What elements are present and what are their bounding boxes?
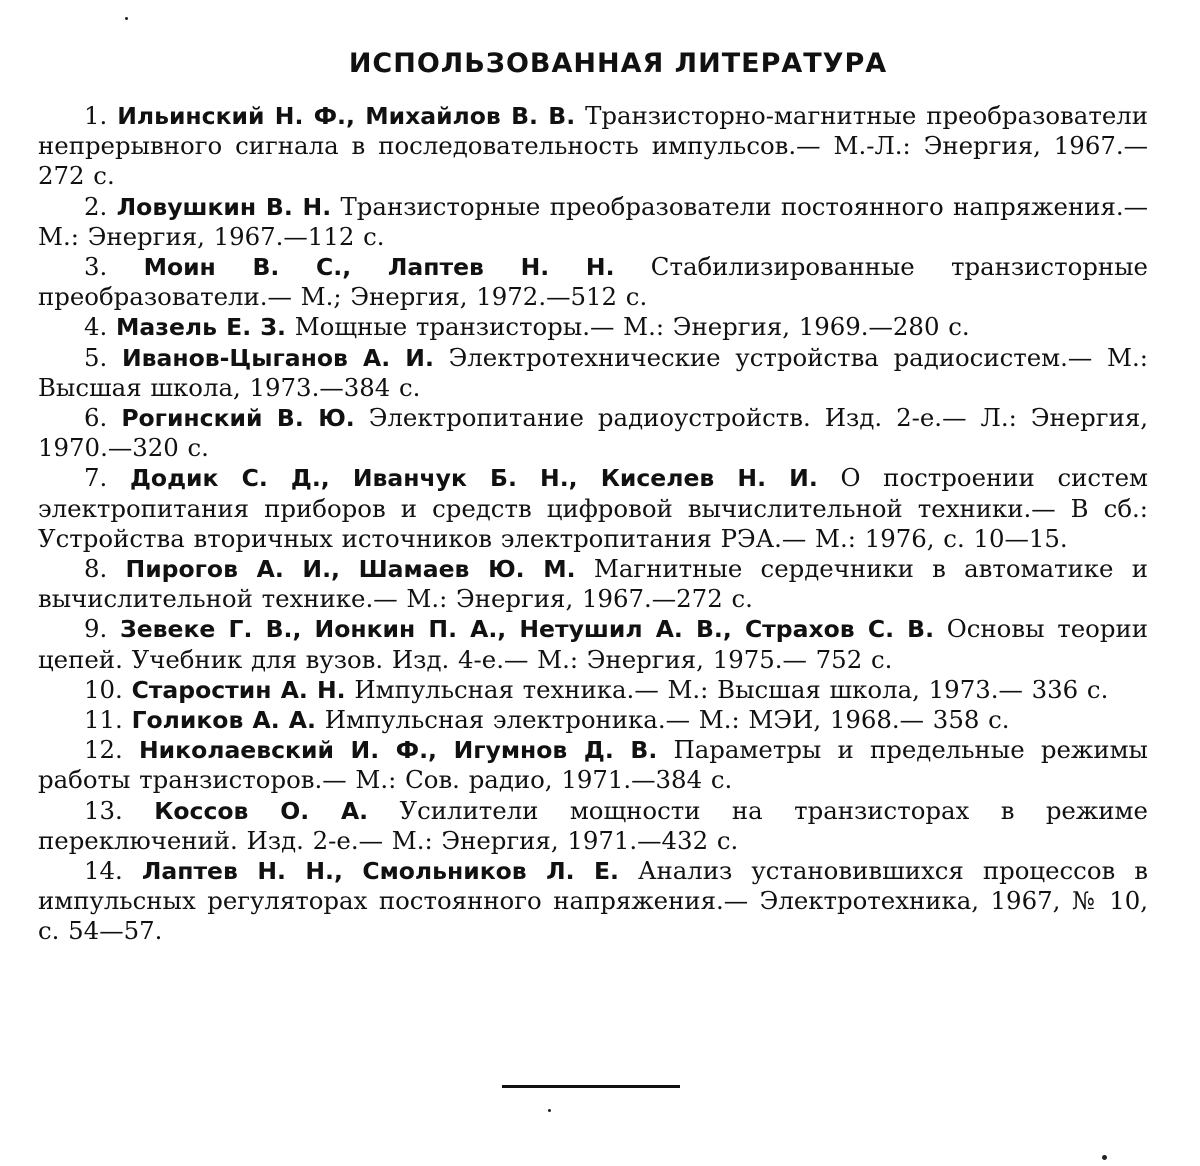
reference-item <box>38 463 1148 554</box>
reference-text: Электротехнические устройства радиосистем.— М.: Высшая школа, 1973.—384 с. <box>38 342 1148 402</box>
reference-text: Импульсная электроника.— М.: МЭИ, 1968.— 358 с. <box>324 705 1010 735</box>
reference-authors: Рогинский В. Ю. <box>121 404 355 433</box>
reference-text: Усилители мощности на транзисторах в режиме переключений. Изд. 2-е.— М.: Энергия, 1971.—432 с. <box>38 795 1148 855</box>
page-title: ИСПОЛЬЗОВАННАЯ ЛИТЕРАТУРА <box>348 48 888 79</box>
reference-authors: Зевеке Г. В., Ионкин П. А., Нетушил А. В., Страхов С. В. <box>120 615 935 644</box>
reference-number: 1. <box>84 101 108 130</box>
reference-text: Транзисторно-магнитные преобразователи непрерывного сигнала в последовательность импульсов.— М.-Л.: Энергия, 1967.—272 с. <box>38 101 1149 191</box>
reference-text: Магнитные сердечники в автоматике и вычислительной технике.— М.: Энергия, 1967.—272 с. <box>38 554 1148 614</box>
reference-list <box>38 101 1148 947</box>
reference-text: Электропитание радиоустройств. Изд. 2-е.— Л.: Энергия, 1970.—320 с. <box>38 403 1148 463</box>
reference-item <box>38 101 1148 192</box>
print-speck <box>125 17 128 20</box>
reference-item <box>38 735 1148 795</box>
reference-text: Параметры и предельные режимы работы транзисторов.— М.: Сов. радио, 1971.—384 с. <box>38 735 1148 795</box>
reference-number: 11. <box>84 705 123 735</box>
reference-text: Мощные транзисторы.— М.: Энергия, 1969.—280 с. <box>294 312 970 342</box>
reference-authors: Додик С. Д., Иванчук Б. Н., Киселев Н. И. <box>130 464 818 493</box>
reference-authors: Ловушкин В. Н. <box>116 192 332 221</box>
reference-text: Стабилизированные транзисторные преобразователи.— М.; Энергия, 1972.—512 с. <box>38 252 1148 312</box>
reference-number: 9. <box>84 614 108 644</box>
reference-authors: Коссов О. А. <box>154 796 369 825</box>
reference-text: Анализ установившихся процессов в импульсных регуляторах постоянного напряжения.— Электротехника, 1967, № 10, с. 54—57. <box>38 856 1148 946</box>
reference-authors: Ильинский Н. Ф., Михайлов В. В. <box>117 102 576 130</box>
reference-text: Импульсная техника.— М.: Высшая школа, 1973.— 336 с. <box>354 674 1109 704</box>
reference-text: Транзисторные преобразователи постоянного напряжения.— М.: Энергия, 1967.—112 с. <box>38 191 1148 251</box>
reference-item <box>38 343 1148 403</box>
bibliography-page <box>38 48 1148 947</box>
reference-number: 8. <box>84 554 108 584</box>
reference-item <box>38 796 1148 856</box>
reference-authors: Иванов-Цыганов А. И. <box>122 343 434 372</box>
reference-number: 6. <box>84 403 108 433</box>
reference-item <box>38 192 1148 252</box>
reference-item <box>38 614 1148 674</box>
reference-item <box>38 312 1148 342</box>
reference-authors: Голиков А. А. <box>131 706 316 735</box>
reference-item <box>38 705 1148 735</box>
reference-authors: Николаевский И. Ф., Игумнов Д. В. <box>139 736 658 765</box>
reference-authors: Пирогов А. И., Шамаев Ю. М. <box>125 555 576 584</box>
reference-text: Основы теории цепей. Учебник для вузов. Изд. 4-е.— М.: Энергия, 1975.— 752 с. <box>38 614 1148 674</box>
reference-number: 3. <box>84 252 108 282</box>
reference-number: 7. <box>84 463 108 493</box>
reference-item <box>38 403 1148 463</box>
print-speck <box>548 1109 551 1112</box>
reference-number: 12. <box>84 735 123 765</box>
reference-number: 5. <box>84 342 108 372</box>
reference-number: 14. <box>84 856 123 886</box>
reference-number: 2. <box>84 191 108 221</box>
reference-item <box>38 252 1148 312</box>
closing-rule <box>502 1085 680 1088</box>
reference-item <box>38 554 1148 614</box>
reference-authors: Моин В. С., Лаптев Н. Н. <box>143 253 615 282</box>
reference-number: 13. <box>84 795 123 825</box>
reference-item <box>38 675 1148 705</box>
print-speck <box>1102 1155 1107 1160</box>
reference-authors: Старостин А. Н. <box>131 675 346 704</box>
reference-authors: Мазель Е. З. <box>116 313 286 342</box>
reference-number: 4. <box>84 312 108 342</box>
reference-text: О построении систем электропитания приборов и средств цифровой вычислительной техники.— В сб.: Устройства вторичных источников электропитания РЭА.— М.: 1976, с. 10—15. <box>38 463 1148 553</box>
reference-authors: Лаптев Н. Н., Смольников Л. Е. <box>141 857 619 886</box>
reference-item <box>38 856 1148 947</box>
reference-number: 10. <box>84 674 123 704</box>
